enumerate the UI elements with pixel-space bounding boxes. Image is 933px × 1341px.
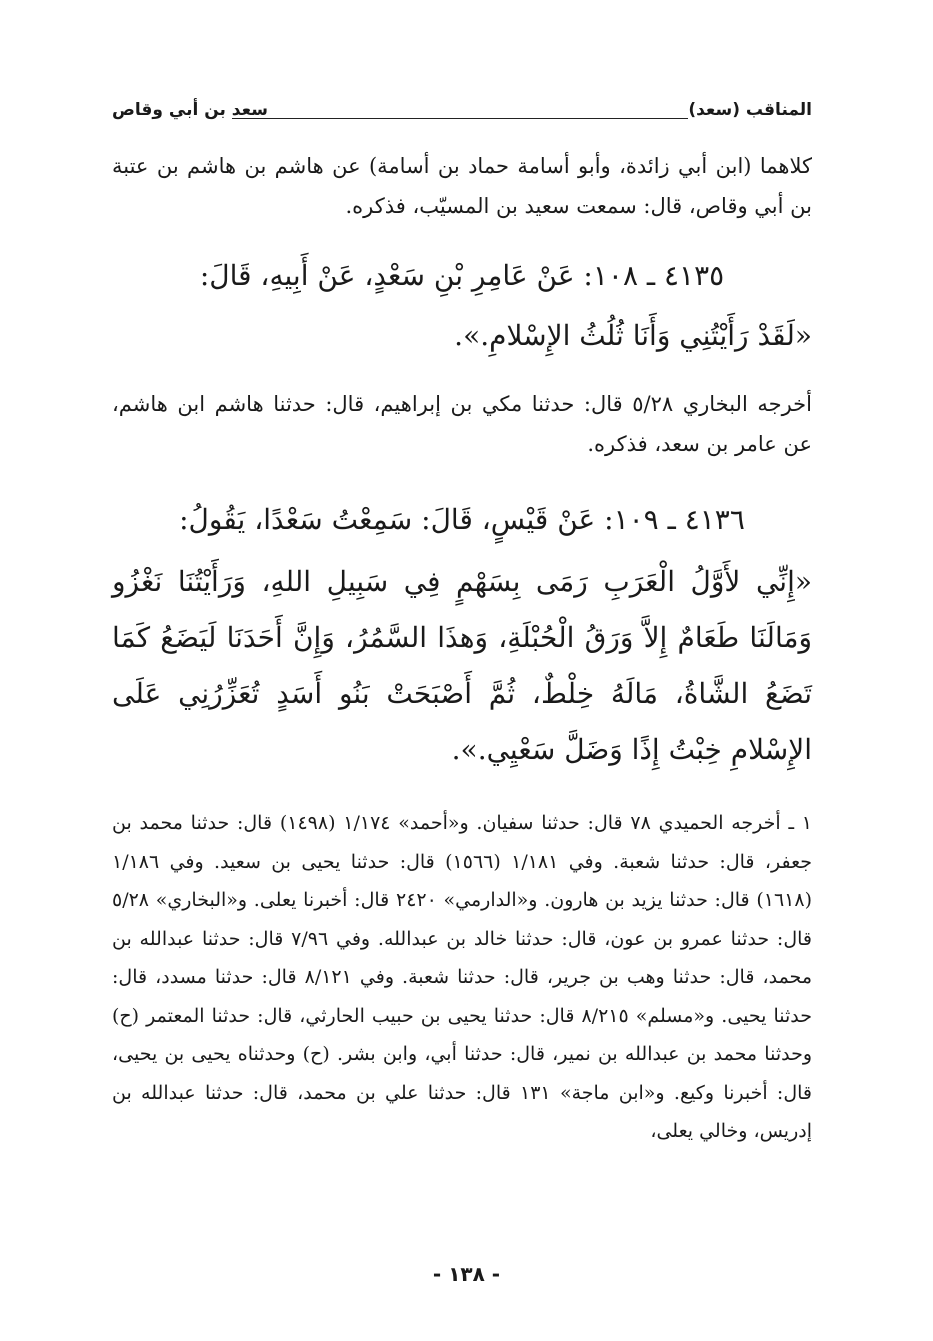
- hadith-line: «إِنِّي لأَوَّلُ الْعَرَبِ رَمَى بِسَهْمٍ فِي سَبِيلِ اللهِ، وَرَأَيْتُنَا نَغْزُو: [112, 565, 812, 598]
- hadith-4136-text: [112, 554, 812, 778]
- hadith-4136-heading: ٤١٣٦ ـ ١٠٩: عَنْ قَيْسٍ، قَالَ: سَمِعْتُ سَعْدًا، يَقُولُ:: [179, 503, 745, 536]
- footnote-line: حدثنا يحيى بن سعيد. وفي ١/١٨٦ (١٦١٨) قال: حدثنا يزيد بن هارون.: [112, 850, 813, 911]
- takhrij-paragraph: [112, 384, 812, 464]
- running-header: [112, 96, 812, 126]
- footnote-line: و«الدارمي» ٢٤٢٠ قال: أخبرنا يعلى. و«البخاري» ٥/٢٨ قال: حدثنا عمرو بن: [112, 889, 813, 950]
- footnote-line: ١٣١ قال: حدثنا علي بن محمد، قال: حدثنا عبدالله بن إدريس، وخالي يعلى،: [112, 1081, 812, 1142]
- takhrij-line: أخرجه البخاري ٥/٢٨ قال: حدثنا مكي بن إبراهيم، قال: حدثنا هاشم: [214, 392, 812, 416]
- footnote-line: قال: حدثنا وهب بن جرير، قال: حدثنا شعبة. وفي ٨/١٢١ قال: حدثنا: [214, 966, 755, 988]
- intro-line: عتبة بن أبي وقاص، قال: سمعت سعيد بن المسيّب، فذكره.: [112, 154, 812, 218]
- footnote-line: مسدد، قال: حدثنا يحيى. و«مسلم» ٨/٢١٥ قال: حدثنا يحيى بن حبيب: [112, 966, 813, 1027]
- footnote-line: أبي، وابن بشر. (ح) وحدثناه يحيى بن يحيى، قال: أخبرنا وكيع. و«ابن ماجة»: [112, 1043, 813, 1104]
- footnote-line: ١ ـ أخرجه الحميدي ٧٨ قال: حدثنا سفيان. و«أحمد» ١/١٧٤ (١٤٩٨): [279, 812, 812, 834]
- header-rule: [232, 118, 688, 119]
- takhrij-line: ابن هاشم، عن عامر بن سعد، فذكره.: [112, 392, 812, 456]
- intro-paragraph: [112, 146, 812, 226]
- footnote-line: قال: حدثنا محمد بن جعفر، قال: حدثنا شعبة. وفي ١/١٨١ (١٥٦٦) قال:: [112, 812, 812, 873]
- page: [112, 96, 812, 1151]
- footnote-line: عون، قال: حدثنا خالد بن عبدالله. وفي ٧/٩٦ قال: حدثنا عبدالله بن محمد،: [112, 927, 813, 988]
- page-number: - ١٣٨ -: [432, 1262, 501, 1286]
- header-section-title: المناقب (سعد): [688, 100, 812, 120]
- intro-line: كلاهما (ابن أبي زائدة، وأبو أسامة حماد بن أسامة) عن هاشم بن هاشم بن: [156, 154, 812, 178]
- hadith-line: وَمَالَنَا طَعَامٌ إِلاَّ وَرَقُ الْحُبْلَةِ، وَهذَا السَّمُرُ، وَإِنَّ أَحَدَنَا لَيَضَعُ كَمَا تَضَعُ: [112, 621, 812, 710]
- header-chapter-title: سعد بن أبي وقاص: [112, 100, 268, 120]
- hadith-4135-heading: ٤١٣٥ ـ ١٠٨: عَنْ عَامِرِ بْنِ سَعْدٍ، عَنْ أَبِيهِ، قَالَ:: [199, 259, 725, 292]
- hadith-4135-text: «لَقَدْ رَأَيْتُنِي وَأَنَا ثُلُثُ الإِسْلامِ.».: [454, 319, 812, 352]
- footnotes: [112, 804, 812, 1151]
- hadith-line: إِذًا وَضَلَّ سَعْيِي.».: [451, 733, 660, 766]
- hadith-line: الشَّاةُ، مَالَهُ خِلْطٌ، ثُمَّ أَصْبَحَتْ بَنُو أَسَدٍ تُعَزِّرُنِي عَلَى الإِسْلامِ خِبْتُ: [112, 677, 812, 766]
- footnote-line: الحارثي، قال: حدثنا المعتمر (ح) وحدثنا محمد بن عبدالله بن نمير، قال: حدثنا: [112, 1004, 813, 1065]
